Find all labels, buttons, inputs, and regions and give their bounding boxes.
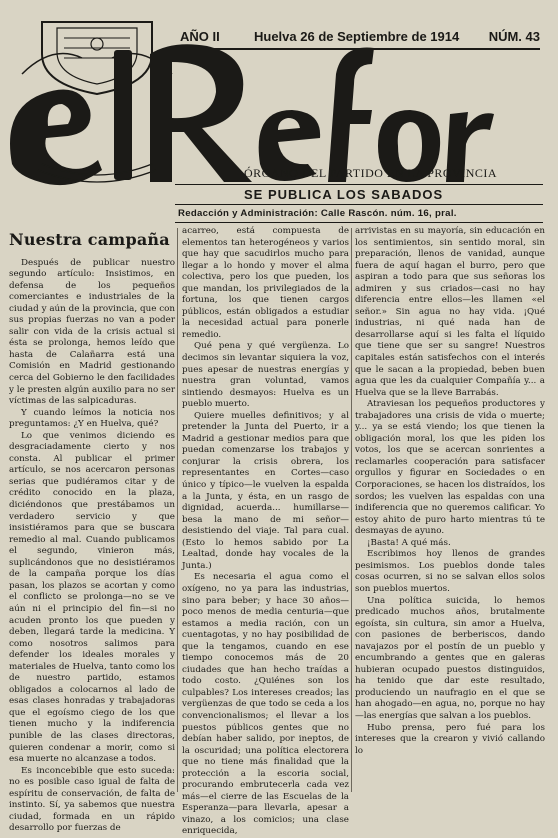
masthead [0, 14, 558, 222]
column-divider [351, 228, 352, 792]
publication-day: SE PUBLICA LOS SABADOS [244, 187, 444, 202]
issue-year: AÑO II [180, 29, 220, 44]
paragraph: Y cuando leímos la noticia nos preguntamos: ¿Y en Huelva, qué? [9, 407, 175, 430]
paragraph: Qué pena y qué vergüenza. Lo decimos sin levantar siquiera la voz, pues apesar de nuestras energías y nuestra gran voluntad, vamos sintiendo desmayos: Huelva es un pueblo muerto. [182, 341, 349, 410]
article-column-2 [182, 226, 349, 837]
paragraph: Es inconcebible que esto suceda: no es posible caso igual de falta de espíritu de conservación, de falta de instinto. Sí, ya sabemos que nuestra ciudad, formada en un rápido desarrollo por fuerzas de [9, 765, 175, 834]
divider [175, 184, 543, 185]
article-headline: Nuestra campaña [9, 230, 170, 249]
paragraph: Escribimos hoy llenos de grandes pesimismos. Los pueblos donde tales cosas ocurren, si no se salvan ellos solos son pueblos muertos. [355, 549, 545, 594]
paragraph: Una política suicida, lo hemos predicado muchos años, brutalmente egoísta, sin cultura, sin amor a Huelva, con pasiones de berberiscos, dando navajazos por el postín de un pueblo y encumbrando a gentes que en galeras hubieran ocupado puestos distinguidos, ha tenido que dar este resultado, produciendo un naufragio en el que se han ahogado—en agua, no, porque no hay—las energías que salvan a los pueblos. [355, 595, 545, 721]
crest-emblem [22, 22, 172, 94]
paragraph: acarreo, está compuesta de elementos tan heterogéneos y varios que hay que sacudirlos mucho para llegar a lo hondo y mover el alma colectiva, pero los que pueden, los que mandan, los privilegiados de la fortuna, los que tienen cargos públicos, están obligados a estudiar la necesidad actual para ponerle remedio. [182, 226, 349, 340]
issue-number: NÚM. 43 [488, 29, 540, 44]
divider [175, 204, 543, 205]
paragraph: Atraviesan los pequeños productores y trabajadores una crisis de vida o muerte; y... ya se está viendo; los que tienen la obligación moral, los que les piden los votos, los que se acercan sonrientes a reclamarles cooperación para satisfacer orgullos y figurar en Sociedades o en Corporaciones, se hacen los distraídos, los sordos; les vuelven las espaldas con una indiferencia que no queremos calificar. Yo estoy ahito de puro harto mientras tú te desmayas de ayuno. [355, 399, 545, 537]
paragraph: Es necesaria el agua como el oxígeno, no ya para las industrias, sino para beber; y hace 30 años—poco menos de media centuria—que estamos a media ración, con un cuentagotas, y no hay posibilidad de que la tengamos, cuando en ese tiempo conocemos más de 20 ciudades que han hecho traídas a todo costo. ¿Quiénes son los culpables? Los intereses creados; las vergüenzas de que todo se ceda a los convencionalismos; el llevar a los puestos públicos gentes que no debían haber salido, por ineptos, de la oscuridad; una política electorera que no tiene más finalidad que la protección a la escoria social, procurando embrutecerla cada vez más—el cierre de las Escuelas de la Esperanza—para llevarla, apesar a vinazo, a los comicios; una clase enriquecida, [182, 572, 349, 837]
paragraph: Quiere muelles definitivos; y al pretender la Junta del Puerto, ir a Madrid a gestionar medios para que puedan comenzarse los trabajos y conjurar la crisis obrera, los representantes en Cortes—caso único y típico—le vuelven la espalda a la Junta, y ésta, en un rasgo de dignidad, acuerda... humillarse—besa la mano de mi señor—desistiendo del viaje. Tal para cual. (Esto lo hemos sabido por La Lealtad, donde hay vocales de la Junta.) [182, 410, 349, 571]
newspaper-subtitle: ÓRGANO DEL PARTIDO EN LA PROVINCIA [244, 166, 498, 180]
column-divider [177, 228, 178, 792]
article-column-3 [355, 226, 545, 794]
issue-line [180, 26, 540, 50]
office-address: Redacción y Administración: Calle Rascón. núm. 16, pral. [178, 208, 457, 219]
paragraph: arrivistas en su mayoría, sin educación en los sentimientos, sin sentido moral, sin preparación, llenos de vanidad, aunque fuera de aquí hagan el burro, pero que aspiran a todo para que sus señoras los admiren y sus criados—casi no hay diferencia entre ellos—les llamen «el señor.» Sin agua no hay vida. ¡Qué industrias, ni qué nada han de desarrollarse aquí si les falta el líquido que tiene que ser su sangre! Nuestros capitales están satisfechos con el interés que le sacan a la propiedad, beben buen agua que les da cualquier Compañía y... a Huelva que se la lleve Barrabás. [355, 226, 545, 398]
paragraph: Después de publicar nuestro segundo artículo: Insistimos, en defensa de los pequeños comerciantes e industriales de la ciudad y aún de la provincia, que con sus propias fuerzas no van a poder salir con vida de la crisis actual si ésta se prolonga, hemos leído que hasta de Calañarra está una Comisión en Madrid gestionando cerca del Gobierno le den facilidades y le presten algún auxilio para no ser víctimas de las salpicaduras. [9, 257, 175, 407]
paragraph: Lo que venimos diciendo es desgraciadamente cierto y nos consta. Al publicar el primer artículo, se nos acercaron personas serias que pudiéramos citar y de crédito conocido en la plaza, diciéndonos que prestábamos un verdadero servicio y que insistiéramos para que se buscara remedio al mal. Cuando publicamos el segundo, vinieron más, suplicándonos que no desistiéramos de la campaña porque los días pasan, los plazos se acortan y como el conflicto se prolonga—no se ve aún ni el principio del fin—si no acuden pronto los que pueden y deben, llegará tarde la medicina. Y como nosotros salimos para defender los ideales morales y materiales de Huelva, tanto como los de nuestro partido, estamos obligados a colocarnos al lado de esas clases honradas y trabajadoras que el egoísmo ciego de los que tienen mucho y la indiferencia punible de las clases directoras, quieren condenar a morir, como si esa muerte no alcanzase a todos. [9, 430, 175, 765]
paragraph: ¡Basta! A qué más. [367, 537, 451, 548]
article-column-1 [9, 226, 175, 834]
paragraph: Hubo prensa, pero fué para los intereses que la crearon y vivió callando lo [355, 722, 545, 756]
divider [175, 222, 543, 223]
issue-date: Huelva 26 de Septiembre de 1914 [254, 29, 460, 44]
